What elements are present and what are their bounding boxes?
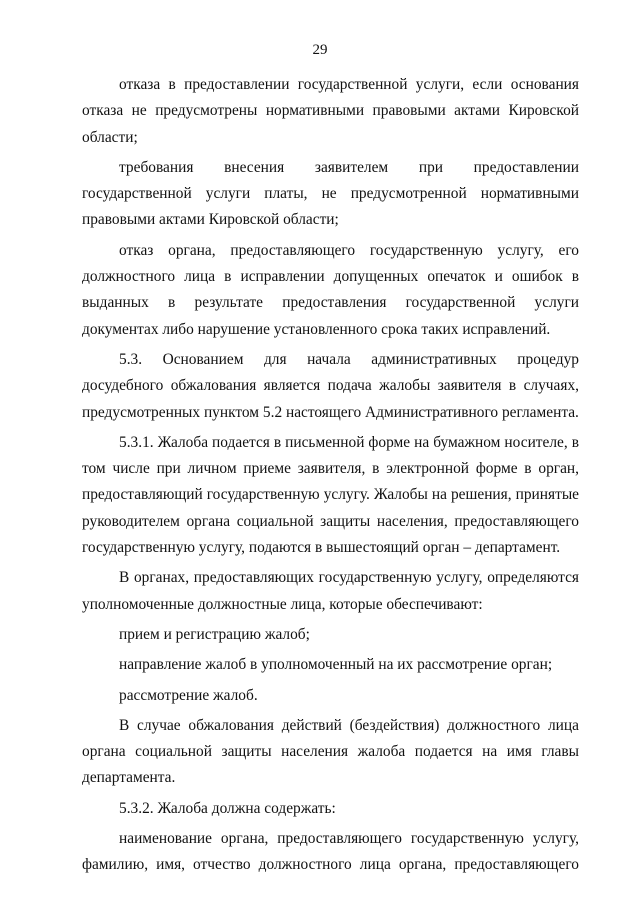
paragraph-5-3-1: 5.3.1. Жалоба подается в письменной форме на бумажном носителе, в том числе при личном приеме заявителя, в электронной форме в орган, предоставляющий государственную услугу. Жалобы на решения, принятые руководителем органа социальной защиты населения, предоставляющего государственную услугу, подаются в вышестоящий орган – департамент.	[82, 433, 579, 557]
paragraph-5-3: 5.3. Основанием для начала административных процедур досудебного обжалования является подача жалобы заявителя в случаях, предусмотренных пунктом 5.2 настоящего Административного регламента.	[82, 350, 579, 421]
paragraph-refusal-grounds: отказа в предоставлении государственной услуги, если основания отказа не предусмотрены нормативными правовыми актами Кировской области;	[82, 76, 579, 146]
paragraph-complaint-content: наименование органа, предоставляющего государственную услугу, фамилию, имя, отчество должностного лица органа, предоставляющего	[82, 830, 579, 874]
paragraph-authorized-officials: В органах, предоставляющих государственную услугу, определяются уполномоченные должностные лица, которые обеспечивают:	[82, 569, 579, 613]
page-number: 29	[312, 42, 328, 58]
paragraph-correction-refusal: отказ органа, предоставляющего государственную услугу, его должностного лица в исправлении допущенных опечаток и ошибок в выданных в результате предоставления государственной услуги документах либо нарушение установленного срока таких исправлений.	[82, 241, 579, 338]
paragraph-appeal-official: В случае обжалования действий (бездействия) должностного лица органа социальной защиты населения жалоба подается на имя главы департамента.	[82, 716, 579, 787]
paragraph-5-3-2: 5.3.2. Жалоба должна содержать:	[119, 799, 336, 817]
list-item-registration: прием и регистрацию жалоб;	[119, 625, 310, 643]
document-body	[82, 72, 579, 883]
paragraph-fee-requirement: требования внесения заявителем при предоставлении государственной услуги платы, не предусмотренной нормативными правовыми актами Кировской области;	[82, 158, 579, 229]
list-item-review: рассмотрение жалоб.	[119, 686, 258, 704]
list-item-forwarding: направление жалоб в уполномоченный на их рассмотрение орган;	[119, 656, 553, 674]
